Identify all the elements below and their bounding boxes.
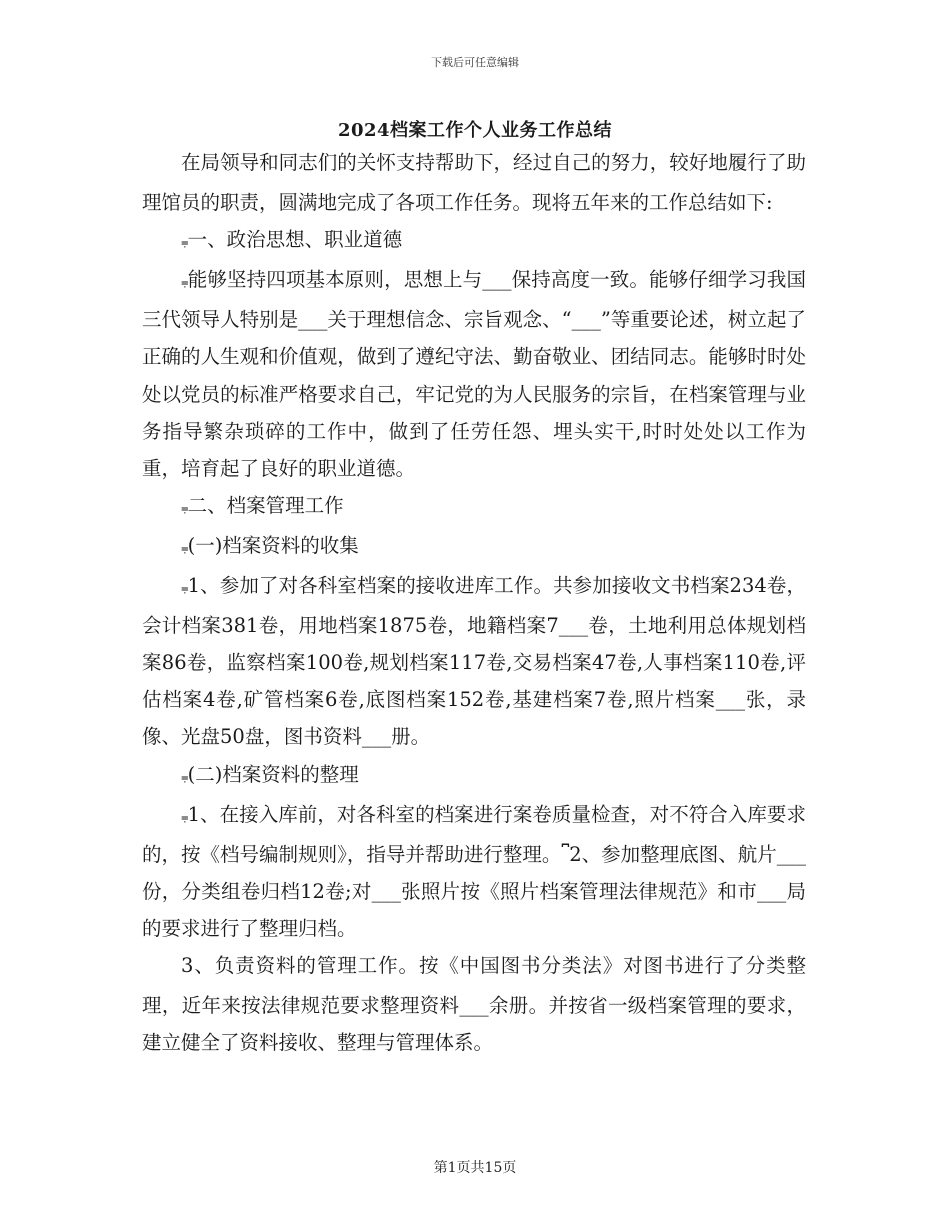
subsection-heading-collection [142,527,806,567]
document-body [142,144,806,1061]
document-title: 2024档案工作个人业务工作总结 [337,120,613,141]
paragraph-mark: ⩦ [181,235,188,251]
paragraph-mark: ⩦ [181,500,188,516]
paragraph-text: 1、参加了对各科室档案的接收进库工作。共参加接收文书档案234卷，会计档案381卷，用地档案1875卷，地籍档案7___卷，土地利用总体规划档案86卷，监察档案100卷,规划档案117卷,交易档案47卷,人事档案110卷,评估档案4卷,矿管档案6卷,底图档案152卷,基建档案7卷,照片档案___张，录像、光盘50盘，图书资料___册。 [142,574,806,749]
paragraph-materials [142,947,806,1061]
section-heading-archives [142,487,806,527]
paragraph-text: 能够坚持四项基本原则，思想上与___保持高度一致。能够仔细学习我国三代领导人特别是___关于理想信念、宗旨观念、“___”等重要论述，树立起了正确的人生观和价值观，做到了遵纪守法、勤奋敬业、团结同志。能够时时处处以党员的标准严格要求自己，牢记党的为人民服务的宗旨，在档案管理与业务指导繁杂琐碎的工作中，做到了任劳任怨、埋头实干,时时处处以工作为重，培育起了良好的职业道德。 [142,268,806,480]
paragraph-text: (一)档案资料的收集 [187,533,359,557]
paragraph-text: 一、政治思想、职业道德 [187,228,403,252]
paragraph-mark: ⩦ [181,275,188,291]
paragraph-mark: ⩦ [181,581,188,597]
paragraph-intro [142,144,806,221]
paragraph-text: 1、在接入库前，对各科室的档案进行案卷质量检查，对不符合入库要求的，按《档号编制规则》，指导并帮助进行整理。⎴2、参加整理底图、航片___份，分类组卷归档12卷;对___张照片按《照片档案管理法律规范》和市___局的要求进行了整理归档。 [142,802,806,940]
paragraph-text: 3、负责资料的管理工作。按《中国图书分类法》对图书进行了分类整理，近年来按法律规范要求整理资料___余册。并按省一级档案管理的要求，建立健全了资料接收、整理与管理体系。 [142,953,806,1055]
paragraph-text: 二、档案管理工作 [187,493,344,517]
paragraph-mark: ⩦ [181,540,188,556]
paragraph-politics [142,261,806,487]
paragraph-text: 在局领导和同志们的关怀支持帮助下，经过自己的努力，较好地履行了助理馆员的职责，圆满地完成了各项工作任务。现将五年来的工作总结如下: [142,151,806,215]
page-number-footer: 第1页共15页 [433,1160,517,1176]
paragraph-organizing [142,796,806,947]
paragraph-text: (二)档案资料的整理 [187,762,359,786]
paragraph-collection [142,567,806,755]
subsection-heading-organizing [142,756,806,796]
paragraph-mark: ⩦ [181,769,188,785]
section-heading-politics [142,221,806,261]
paragraph-mark: ⩦ [181,809,188,825]
page-header-note: 下载后可任意编辑 [431,56,519,69]
